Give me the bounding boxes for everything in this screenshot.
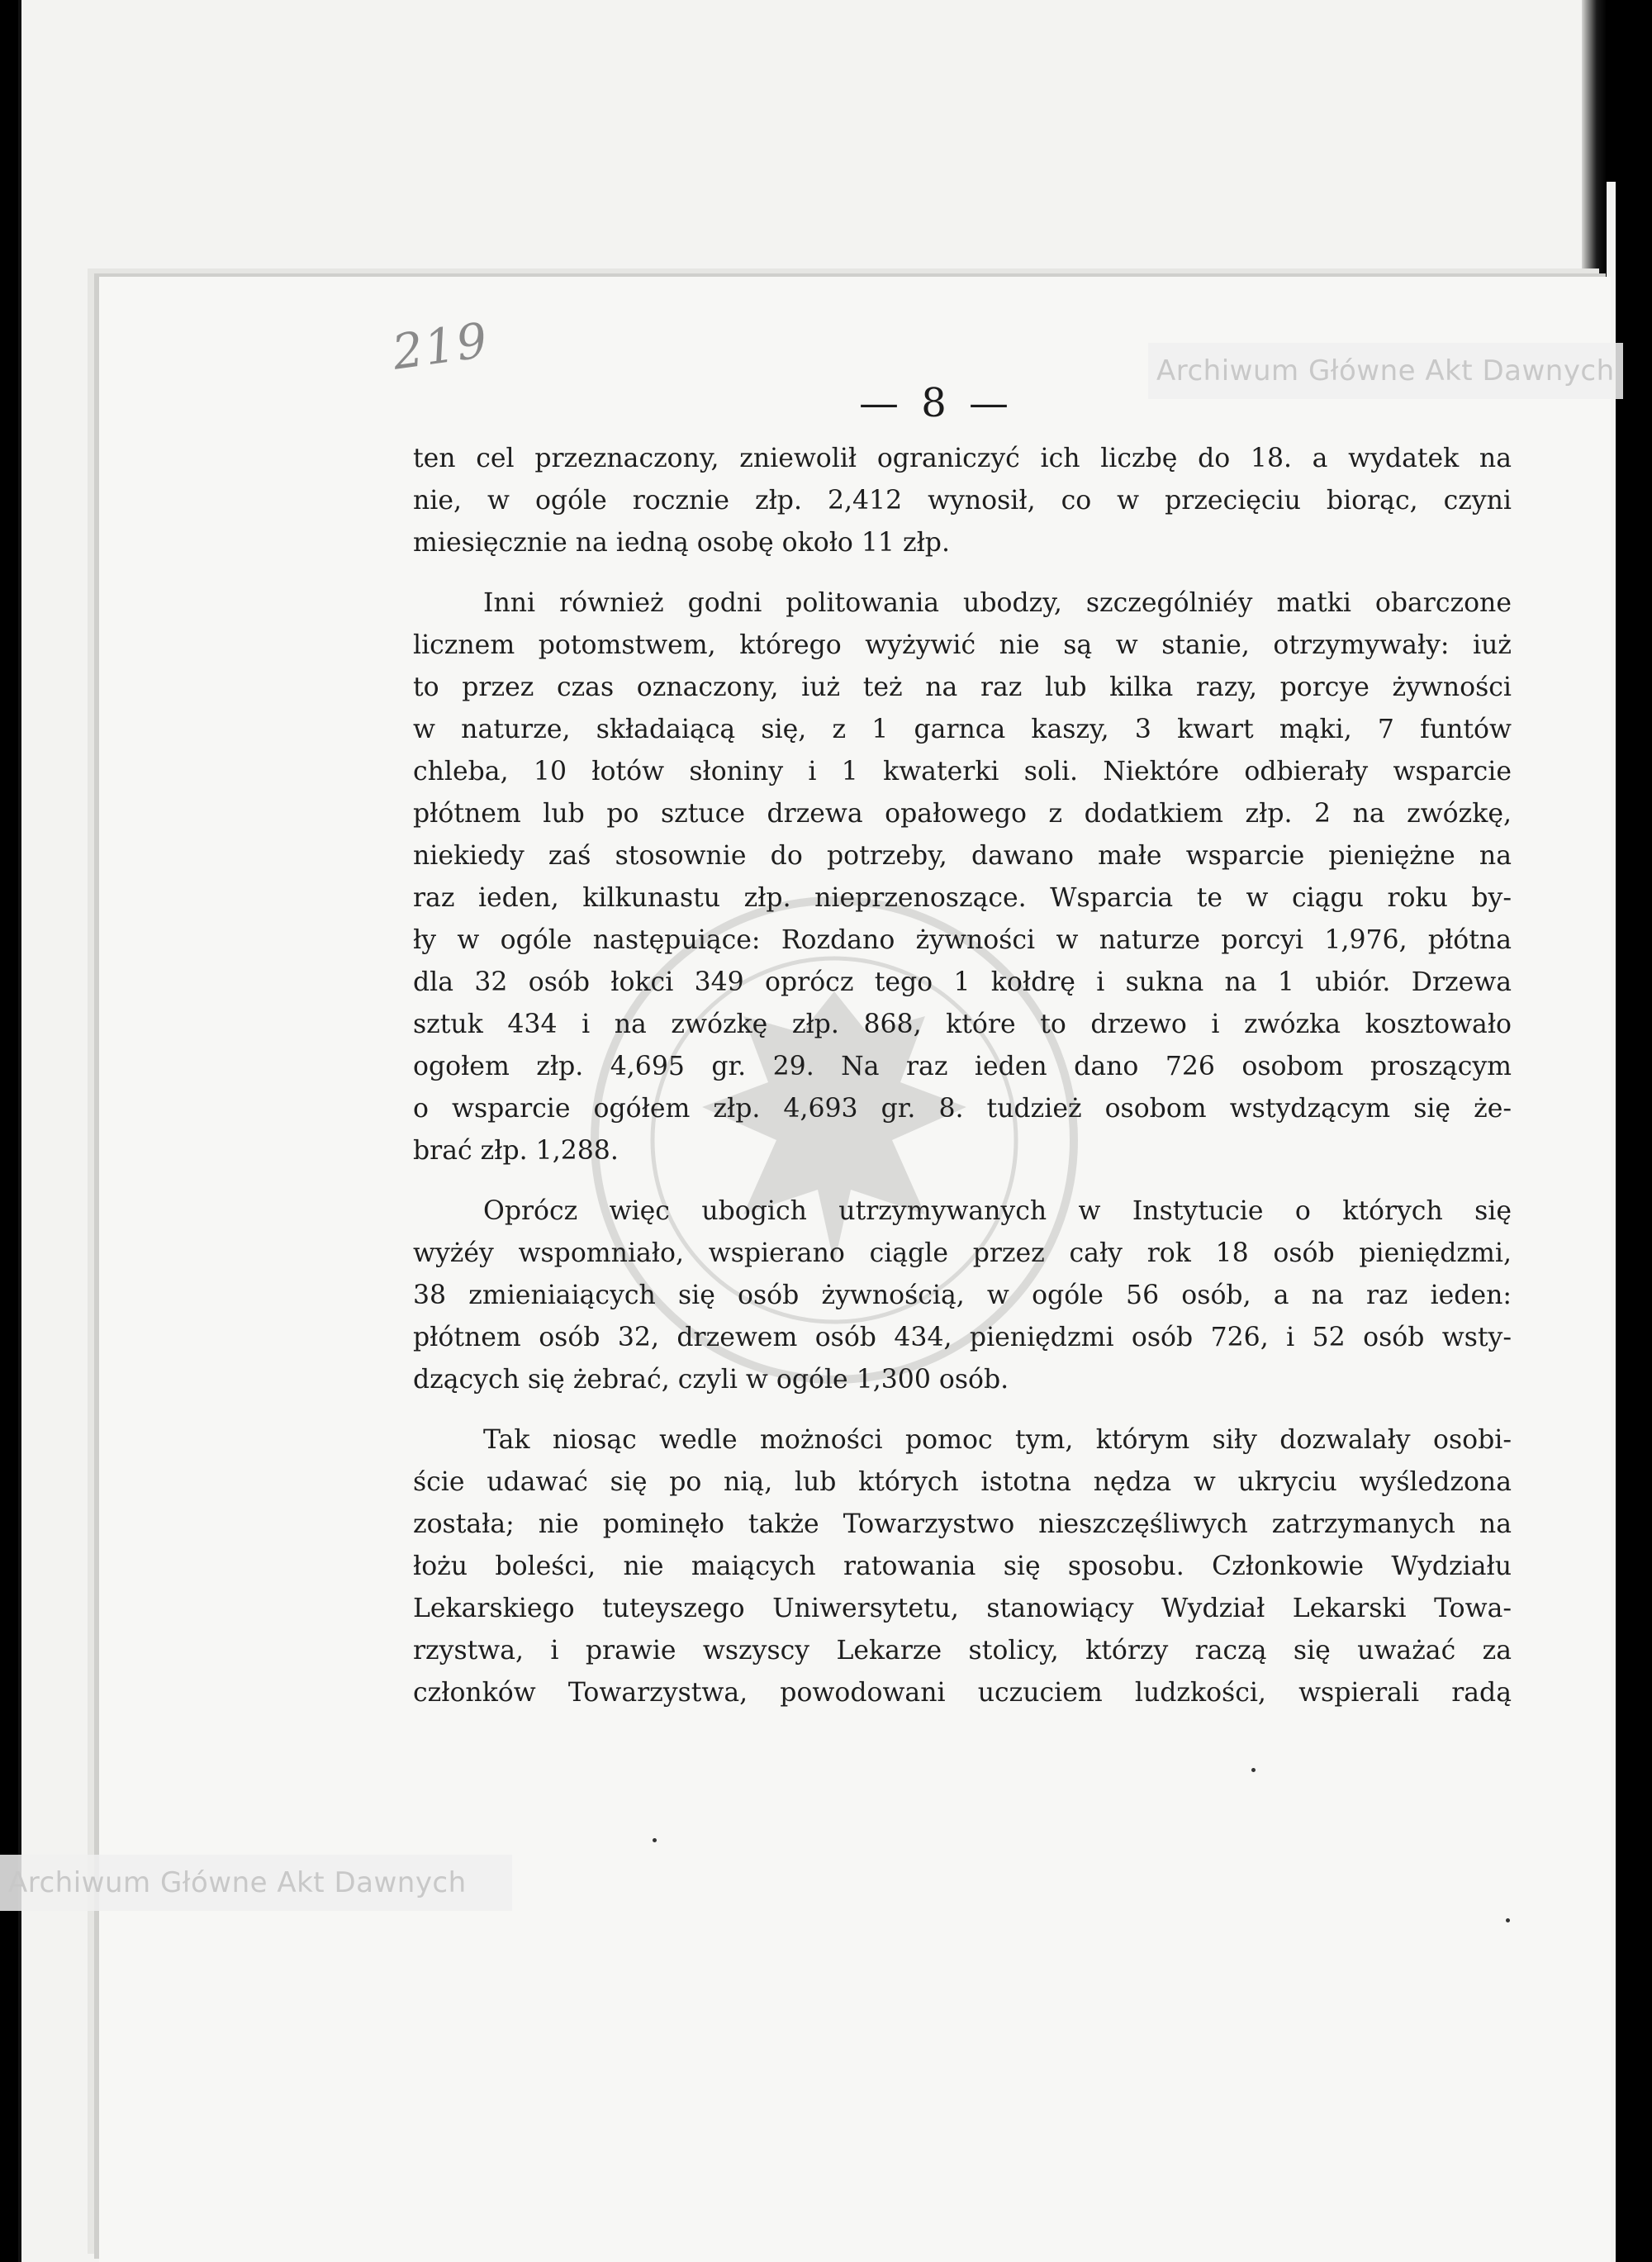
text-line: Lekarskiego tuteyszego Uniwersytetu, stanowiący Wydział Lekarski Towa- <box>413 1594 1512 1623</box>
paragraph-2 <box>413 582 1512 1172</box>
text-line: w naturze, składaiącą się, z 1 garnca kaszy, 3 kwart mąki, 7 funtów <box>413 715 1512 744</box>
text-line: raz ieden, kilkunastu złp. nieprzenoszące. Wsparcia te w ciągu roku by- <box>413 883 1512 913</box>
paper-speck <box>653 1838 657 1842</box>
text-line: rzystwa, i prawie wszyscy Lekarze stolicy, którzy raczą się uważać za <box>413 1636 1512 1666</box>
text-line: miesięcznie na iedną osobę około 11 złp. <box>413 528 950 558</box>
text-line: nie, w ogóle rocznie złp. 2,412 wynosił, co w przecięciu biorąc, czyni <box>413 486 1512 516</box>
archive-watermark-top: Archiwum Główne Akt Dawnych <box>1148 343 1623 399</box>
text-line: płótnem osób 32, drzewem osób 434, pieniędzmi osób 726, i 52 osób wsty- <box>413 1323 1512 1352</box>
text-line: łożu boleści, nie maiących ratowania się sposobu. Członkowie Wydziału <box>413 1552 1512 1581</box>
text-line: 38 zmieniaiących się osób żywnością, w ogóle 56 osób, a na raz ieden: <box>413 1281 1512 1310</box>
text-line: ły w ogóle następuiące: Rozdano żywności w naturze porcyi 1,976, płótna <box>413 925 1512 955</box>
paper-speck <box>1506 1918 1510 1922</box>
text-line: to przez czas oznaczony, iuż też na raz lub kilka razy, porcye żywności <box>413 672 1512 702</box>
paragraph-3 <box>413 1190 1512 1401</box>
text-line: wyżéy wspomniało, wspierano ciągle przez cały rok 18 osób pieniędzmi, <box>413 1238 1512 1268</box>
text-line: o wsparcie ogółem złp. 4,693 gr. 8. tudzież osobom wstydzącym się że- <box>413 1094 1512 1124</box>
body-text <box>413 438 1512 1714</box>
text-line: ten cel przeznaczony, zniewolił ograniczyć ich liczbę do 18. a wydatek na <box>413 444 1512 473</box>
text-line: ście udawać się po nią, lub których istotna nędza w ukryciu wyśledzona <box>413 1467 1512 1497</box>
text-line: dzących się żebrać, czyli w ogóle 1,300 osób. <box>413 1365 1009 1395</box>
paper-speck <box>1251 1768 1256 1772</box>
text-line: ogołem złp. 4,695 gr. 29. Na raz ieden dano 726 osobom proszącym <box>413 1052 1512 1081</box>
page-edge-corner <box>1607 0 1652 182</box>
text-line: sztuk 434 i na zwózkę złp. 868, które to drzewo i zwózka kosztowało <box>413 1010 1512 1039</box>
text-line: brać złp. 1,288. <box>413 1136 619 1166</box>
text-line: członków Towarzystwa, powodowani uczuciem ludzkości, wspierali radą <box>413 1678 1512 1708</box>
paragraph-1 <box>413 438 1512 564</box>
text-line: została; nie pominęło także Towarzystwo nieszczęśliwych zatrzymanych na <box>413 1509 1512 1539</box>
text-line: płótnem lub po sztuce drzewa opałowego z dodatkiem złp. 2 na zwózkę, <box>413 799 1512 829</box>
archive-watermark-left: Archiwum Główne Akt Dawnych <box>0 1855 512 1911</box>
text-line: Oprócz więc ubogich utrzymywanych w Instytucie o których się <box>483 1196 1512 1226</box>
text-line: niekiedy zaś stosownie do potrzeby, dawano małe wsparcie pieniężne na <box>413 841 1512 871</box>
page-number: — 8 — <box>859 380 1014 426</box>
text-line: dla 32 osób łokci 349 oprócz tego 1 kołdrę i sukna na 1 ubiór. Drzewa <box>413 967 1512 997</box>
text-line: Tak niosąc wedle możności pomoc tym, którym siły dozwalały osobi- <box>483 1425 1512 1455</box>
text-line: licznem potomstwem, którego wyżywić nie są w stanie, otrzymywały: iuż <box>413 630 1512 660</box>
paragraph-4 <box>413 1419 1512 1714</box>
text-line: chleba, 10 łotów słoniny i 1 kwaterki soli. Niektóre odbierały wsparcie <box>413 757 1512 786</box>
text-line: Inni również godni politowania ubodzy, szczególniéy matki obarczone <box>483 588 1512 618</box>
handwritten-folio-number: 219 <box>388 311 492 381</box>
